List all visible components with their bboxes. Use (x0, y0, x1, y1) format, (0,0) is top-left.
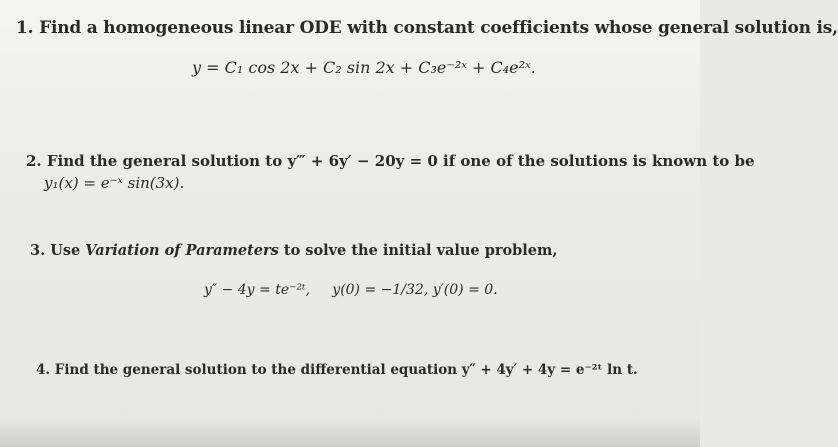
problem-3-text-before: Use (50, 242, 86, 259)
page-bottom-shadow (0, 419, 700, 447)
problem-3-statement (30, 242, 557, 259)
problem-1-equation: y = C₁ cos 2x + C₂ sin 2x + C₃e⁻²ˣ + C₄e²ˣ. (192, 58, 536, 77)
problem-3-equation: y″ − 4y = te⁻²ᵗ, y(0) = −1/32, y′(0) = 0. (204, 282, 498, 298)
problem-1-number: 1. (16, 18, 34, 38)
problem-2-known-solution: y₁(x) = e⁻ˣ sin(3x). (44, 174, 185, 192)
problem-4-statement (36, 362, 638, 378)
problem-3-number: 3. (30, 242, 46, 259)
problem-1-text: Find a homogeneous linear ODE with constant coefficients whose general solution is, (39, 18, 838, 38)
problem-2-text: Find the general solution to y‴ + 6y′ − 20y = 0 if one of the solutions is known to be (46, 152, 755, 170)
problem-3-method-name: Variation of Parameters (85, 242, 279, 259)
problem-2-statement (26, 152, 755, 170)
problem-2-number: 2. (26, 152, 42, 170)
problem-3-text-after: to solve the initial value problem, (278, 242, 558, 259)
problem-4-number: 4. (36, 362, 51, 378)
problem-4-text: Find the general solution to the differential equation y″ + 4y′ + 4y = e⁻²ᵗ ln t. (54, 362, 638, 378)
problem-1-statement (16, 18, 838, 38)
